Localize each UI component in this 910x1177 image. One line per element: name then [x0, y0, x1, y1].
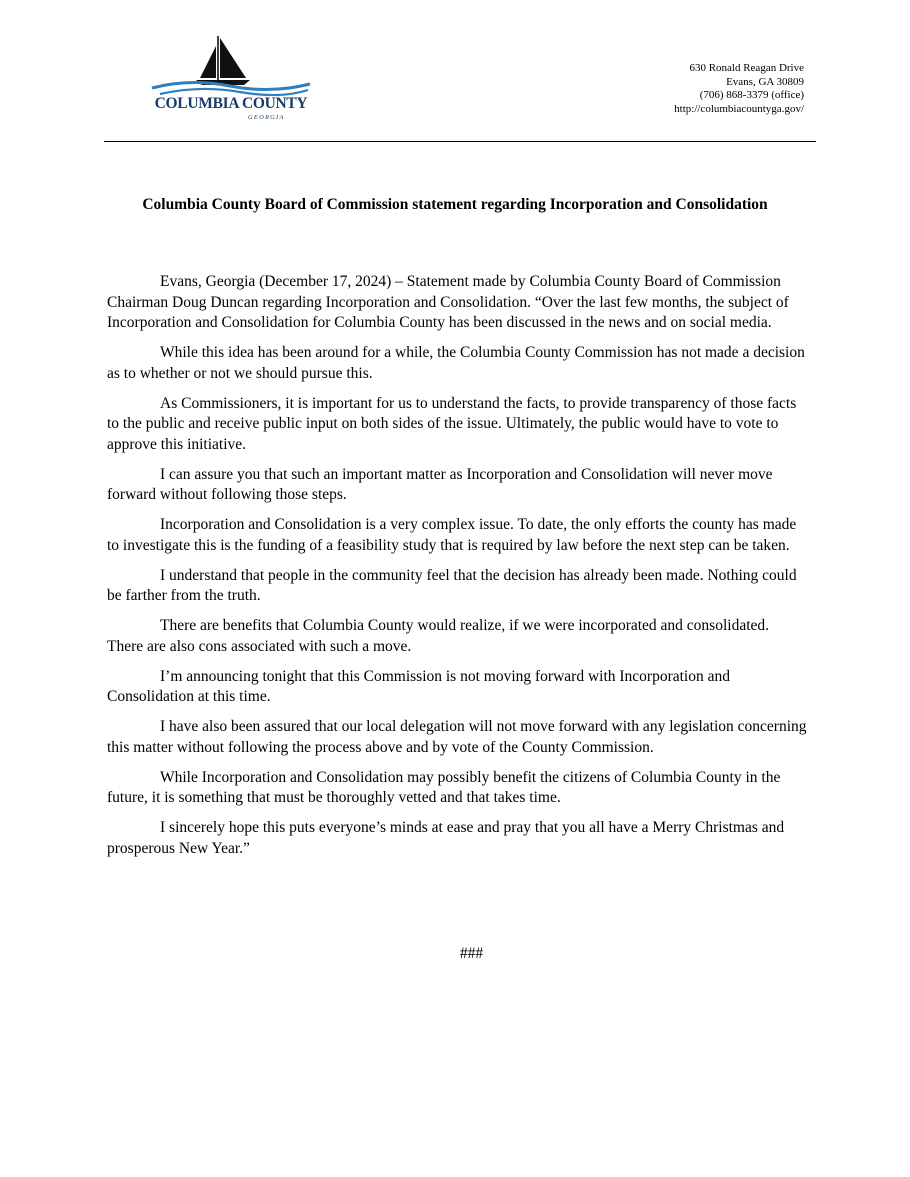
paragraph: Evans, Georgia (December 17, 2024) – Statement made by Columbia County Board of Commission Chairman Doug Duncan regarding Incorporation and Consolidation. “Over the last few months, the subject of Incorporation and Consolidation for Columbia County has been discussed in the news and on social media.: [107, 273, 789, 331]
statement-body: [107, 272, 807, 869]
paragraph: I have also been assured that our local delegation will not move forward with any legislation concerning this matter without following the process above and by vote of the County Commission.: [107, 718, 807, 756]
website-link[interactable]: http://columbiacountyga.gov/: [674, 102, 804, 115]
paragraph: I can assure you that such an important matter as Incorporation and Consolidation will never move forward without following those steps.: [107, 465, 773, 503]
end-mark: ###: [459, 945, 484, 962]
contact-block: [674, 62, 804, 116]
paragraph: As Commissioners, it is important for us to understand the facts, to provide transparency of those facts to the public and receive public input on both sides of the issue. Ultimately, the public would have to vote to approve this initiative.: [107, 394, 797, 453]
address-line-2: Evans, GA 30809: [726, 75, 804, 88]
paragraph: I understand that people in the community feel that the decision has already been made. Nothing could be farther from the truth.: [107, 566, 797, 604]
address-line-1: 630 Ronald Reagan Drive: [689, 62, 804, 74]
columbia-county-logo: [150, 34, 312, 128]
paragraph: Incorporation and Consolidation is a very complex issue. To date, the only efforts the county has made to investigate this is the funding of a feasibility study that is required by law before the next step can be taken.: [107, 516, 797, 554]
phone-number: (706) 868-3379 (office): [699, 89, 804, 102]
sailboat-icon: [150, 34, 312, 96]
logo-subtitle: GEORGIA: [248, 114, 285, 121]
paragraph: While Incorporation and Consolidation may possibly benefit the citizens of Columbia County in the future, it is something that must be thoroughly vetted and that takes time.: [107, 768, 781, 806]
logo-name: COLUMBIA COUNTY: [154, 95, 308, 112]
paragraph: I sincerely hope this puts everyone’s minds at ease and pray that you all have a Merry Christmas and prosperous New Year.”: [107, 819, 785, 857]
header-divider: [104, 141, 816, 142]
paragraph: I’m announcing tonight that this Commission is not moving forward with Incorporation and Consolidation at this time.: [107, 667, 730, 705]
paragraph: While this idea has been around for a while, the Columbia County Commission has not made a decision as to whether or not we should pursue this.: [107, 344, 805, 382]
document-title: Columbia County Board of Commission statement regarding Incorporation and Consolidation: [142, 196, 768, 213]
paragraph: There are benefits that Columbia County would realize, if we were incorporated and consolidated. There are also cons associated with such a move.: [107, 617, 770, 655]
